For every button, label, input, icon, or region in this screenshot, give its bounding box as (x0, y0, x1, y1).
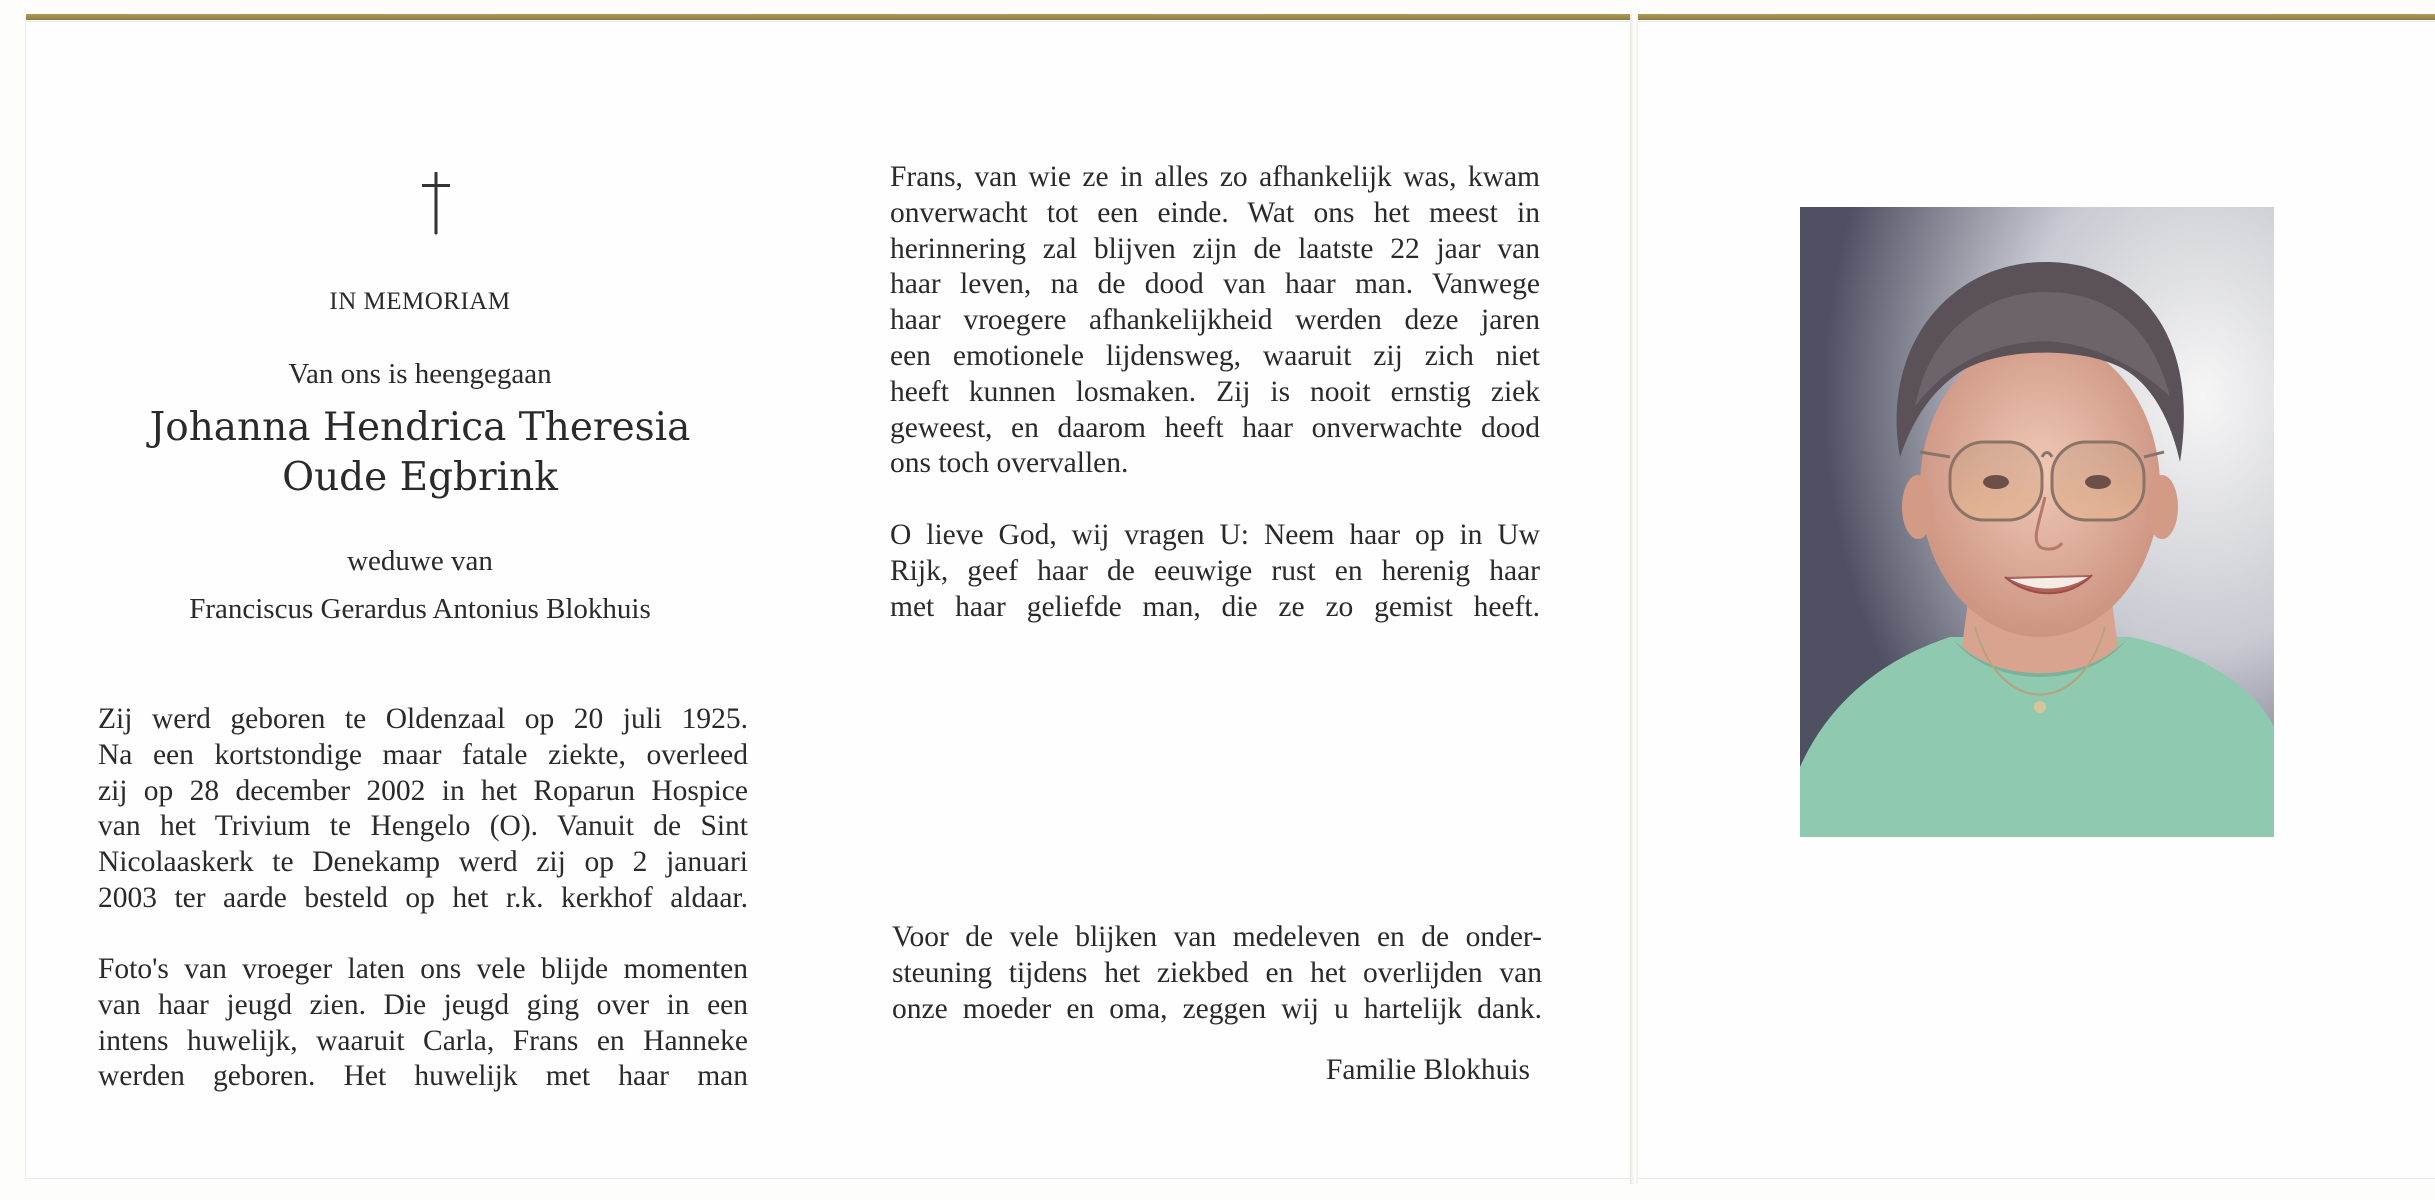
text-line: zij op 28 december 2002 in het Roparun Hospice (98, 774, 748, 807)
text-line: 2003 ter aarde besteld op het r.k. kerkhof aldaar. (98, 881, 748, 914)
text-line: O lieve God, wij vragen U: Neem haar op in Uw (890, 519, 1540, 551)
paragraph-thanks (892, 920, 1542, 1027)
text-line: Zij werd geboren te Oldenzaal op 20 juli 1925. (98, 703, 748, 735)
deceased-name-line2: Oude Egbrink (282, 455, 558, 500)
deceased-name-line1: Johanna Hendrica Theresia (149, 405, 691, 450)
widow-of-label: weduwe van (347, 545, 493, 577)
text-line: onze moeder en oma, zeggen wij u hartelijk dank. (892, 992, 1542, 1025)
text-line: Na een kortstondige maar fatale ziekte, overleed (98, 738, 748, 771)
gold-edge-left (26, 14, 1630, 20)
paragraph-birth-death (98, 702, 748, 917)
family-signature: Familie Blokhuis (1325, 1054, 1530, 1086)
text-line: onverwacht tot een einde. Wat ons het meest in (890, 196, 1540, 229)
text-line: Voor de vele blijken van medeleven en de onder- (892, 921, 1542, 953)
text-line: werden geboren. Het huwelijk met haar man (98, 1060, 748, 1093)
intro-text: Van ons is heengegaan (288, 358, 552, 390)
gold-edge-right (1638, 14, 2435, 20)
text-line: een emotionele lijdensweg, waaruit zij zich niet (890, 339, 1540, 372)
paragraph-youth-marriage (98, 952, 748, 1095)
text-line: geweest, en daarom heeft haar onverwachte dood (890, 411, 1540, 444)
text-line: van haar jeugd zien. Die jeugd ging over in een (98, 988, 748, 1021)
text-line: ons toch overvallen. (890, 447, 1129, 480)
portrait-illustration (1800, 207, 2274, 837)
cross-icon (418, 170, 454, 236)
text-line: Nicolaaskerk te Denekamp werd zij op 2 januari (98, 846, 748, 879)
text-line: Foto's van vroeger laten ons vele blijde momenten (98, 953, 748, 985)
heading-in-memoriam: IN MEMORIAM (329, 288, 511, 315)
portrait-photo (1800, 207, 2274, 837)
text-line: met haar geliefde man, die ze zo gemist heeft. (890, 590, 1540, 623)
text-line: haar leven, na de dood van haar man. Vanwege (890, 268, 1540, 301)
husband-name: Franciscus Gerardus Antonius Blokhuis (189, 593, 651, 625)
text-line: intens huwelijk, waaruit Carla, Frans en Hanneke (98, 1024, 748, 1057)
card-fold (1630, 14, 1638, 1184)
text-line: steuning tijdens het ziekbed en het overlijden van (892, 956, 1542, 989)
text-line: Frans, van wie ze in alles zo afhankelijk was, kwam (890, 161, 1540, 193)
text-line: Rijk, geef haar de eeuwige rust en herenig haar (890, 554, 1540, 587)
paragraph-later-life (890, 160, 1540, 482)
text-line: herinnering zal blijven zijn de laatste 22 jaar van (890, 232, 1540, 265)
text-line: heeft kunnen losmaken. Zij is nooit ernstig ziek (890, 375, 1540, 408)
paragraph-prayer (890, 518, 1540, 625)
text-line: van het Trivium te Hengelo (O). Vanuit de Sint (98, 810, 748, 843)
text-line: haar vroegere afhankelijkheid werden deze jaren (890, 304, 1540, 337)
